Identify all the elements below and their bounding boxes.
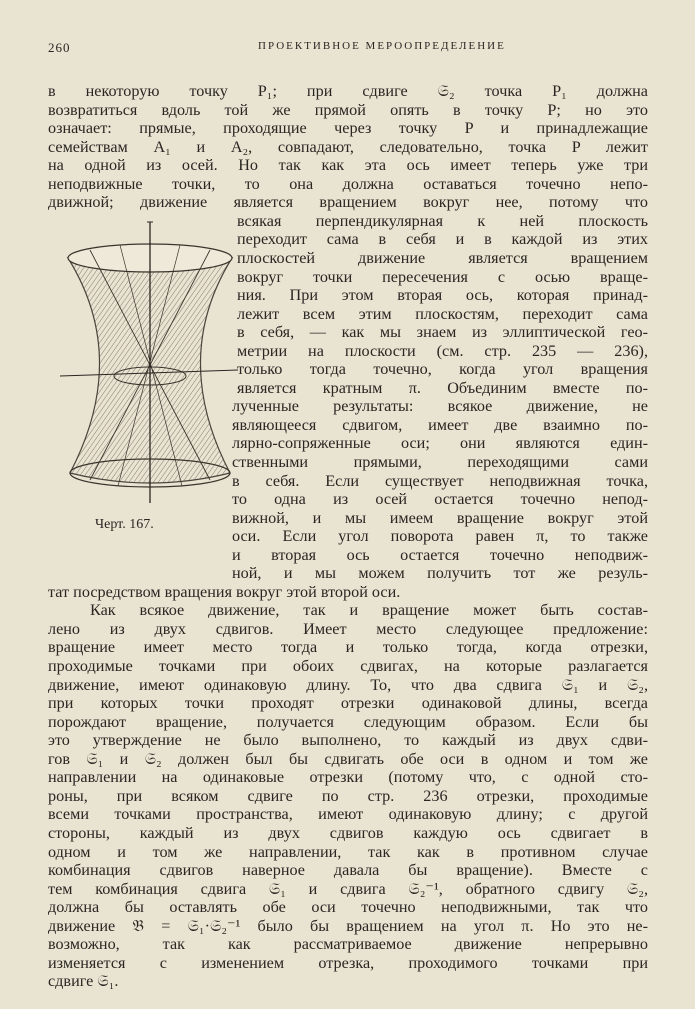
text-line: направлении на одинаковые отрезки (потому что, с одной сто- (48, 768, 648, 786)
text-line: лученные результаты: всякое движение, не (232, 397, 648, 415)
text-line: тем комбинация сдвига 𝔖₁ и сдвига 𝔖₂⁻¹, обратного сдвигу 𝔖₂, (48, 880, 648, 898)
text-line: в некоторую точку P₁; при сдвиге 𝔖₂ точка P₁ должна (48, 82, 648, 100)
text-line: в себя, — как мы знаем из эллиптической гео- (237, 323, 648, 341)
text-line: неподвижные точки, то она должна оставаться точечно непо- (48, 175, 648, 193)
text-line: переходит сама в себя и в каждой из этих (237, 230, 648, 248)
text-line: лежит всем этим плоскостям, переходит сама (237, 305, 648, 323)
text-line: лярно-сопряженные оси; они являются един- (232, 434, 648, 452)
text-line: плоскостей движение является вращением (237, 249, 648, 267)
text-line: проходимые точками при обоих сдвигах, на которые разлагается (48, 657, 648, 675)
text-line: роны, при всяком сдвиге по стр. 236 отрезки, проходимые (48, 787, 648, 805)
text-line: в себя. Если существует неподвижная точка, (232, 472, 648, 490)
text-line: движной; движение является вращением вокруг нее, потому что (48, 193, 648, 211)
text-line: сдвиге 𝔖₁. (48, 972, 119, 990)
text-line: это утверждение не было выполнено, то каждый из двух сдви- (48, 731, 648, 749)
text-line: одном и том же направлении, так как в противном случае (48, 843, 648, 861)
text-line: является кратным π. Объединим вместе по- (237, 379, 648, 397)
text-line: вижной, и мы имеем вращение вокруг этой (232, 509, 648, 527)
figure-caption: Черт. 167. (95, 517, 154, 532)
text-line: то одна из осей остается точечно непод- (232, 490, 648, 508)
text-line: ной, и мы можем получить тот же резуль- (232, 564, 648, 582)
text-line: всеми точками пространства, имеют одинаковую длину; с другой (48, 805, 648, 823)
text-line: метрии на плоскости (см. стр. 235 — 236), (237, 342, 648, 360)
text-line: должна бы оставлять обе оси точечно неподвижными, так что (48, 898, 648, 916)
text-line: изменяется с изменением отрезка, проходимого точками при (48, 954, 648, 972)
text-line: гов 𝔖₁ и 𝔖₂ должен был бы сдвигать обе оси в одном и том же (48, 750, 648, 768)
text-line: Как всякое движение, так и вращение может быть состав- (90, 601, 648, 619)
text-line: и вторая ось остается точечно неподвиж- (232, 546, 648, 564)
text-line: движение, имеют одинаковую длину. То, что два сдвига 𝔖₁ и 𝔖₂, (48, 676, 648, 694)
text-line: при которых точки проходят отрезки одинаковой длины, всегда (48, 694, 648, 712)
text-line: являющееся сдвигом, имеет две взаимно по- (232, 416, 648, 434)
text-line: возможно, так как рассматриваемое движение непрерывно (48, 935, 648, 953)
text-line: на одной из осей. Но так как эта ось имеет теперь уже три (48, 156, 648, 174)
text-line: вращение имеет место тогда и только тогда, когда отрезки, (48, 638, 648, 656)
text-line: только тогда точечно, когда угол вращения (237, 360, 648, 378)
text-line: всякая перпендикулярная к ней плоскость (237, 212, 648, 230)
text-line: тат посредством вращения вокруг этой второй оси. (48, 583, 401, 601)
text-line: лено из двух сдвигов. Имеет место следующее предложение: (48, 620, 648, 638)
text-line: возвратиться вдоль той же прямой опять в точку P; но это (48, 101, 648, 119)
text-line: семействам A₁ и A₂, совпадают, следовательно, точка P лежит (48, 138, 648, 156)
hyperboloid-figure (50, 218, 240, 508)
text-line: движение 𝔅 = 𝔖₁·𝔖₂⁻¹ было бы вращением на угол π. Но это не- (48, 917, 648, 935)
text-line: стороны, каждый из двух сдвигов каждую ось сдвигает в (48, 824, 648, 842)
text-line: комбинация сдвигов наверное давала бы вращение). Вместе с (48, 861, 648, 879)
text-line: ственными прямыми, переходящими сами (232, 453, 648, 471)
text-line: вокруг точки пересечения с осью враще- (237, 268, 648, 286)
running-title: ПРОЕКТИВНОЕ МЕРООПРЕДЕЛЕНИЕ (258, 40, 506, 52)
text-line: ния. При этом вторая ось, которая принад- (237, 286, 648, 304)
text-line: означает: прямые, проходящие через точку P и принадлежащие (48, 119, 648, 137)
text-line: оси. Если угол поворота равен π, то также (232, 527, 648, 545)
page-number: 260 (48, 40, 71, 55)
text-line: порождают вращение, получается следующим образом. Если бы (48, 713, 648, 731)
page-header (48, 40, 648, 60)
